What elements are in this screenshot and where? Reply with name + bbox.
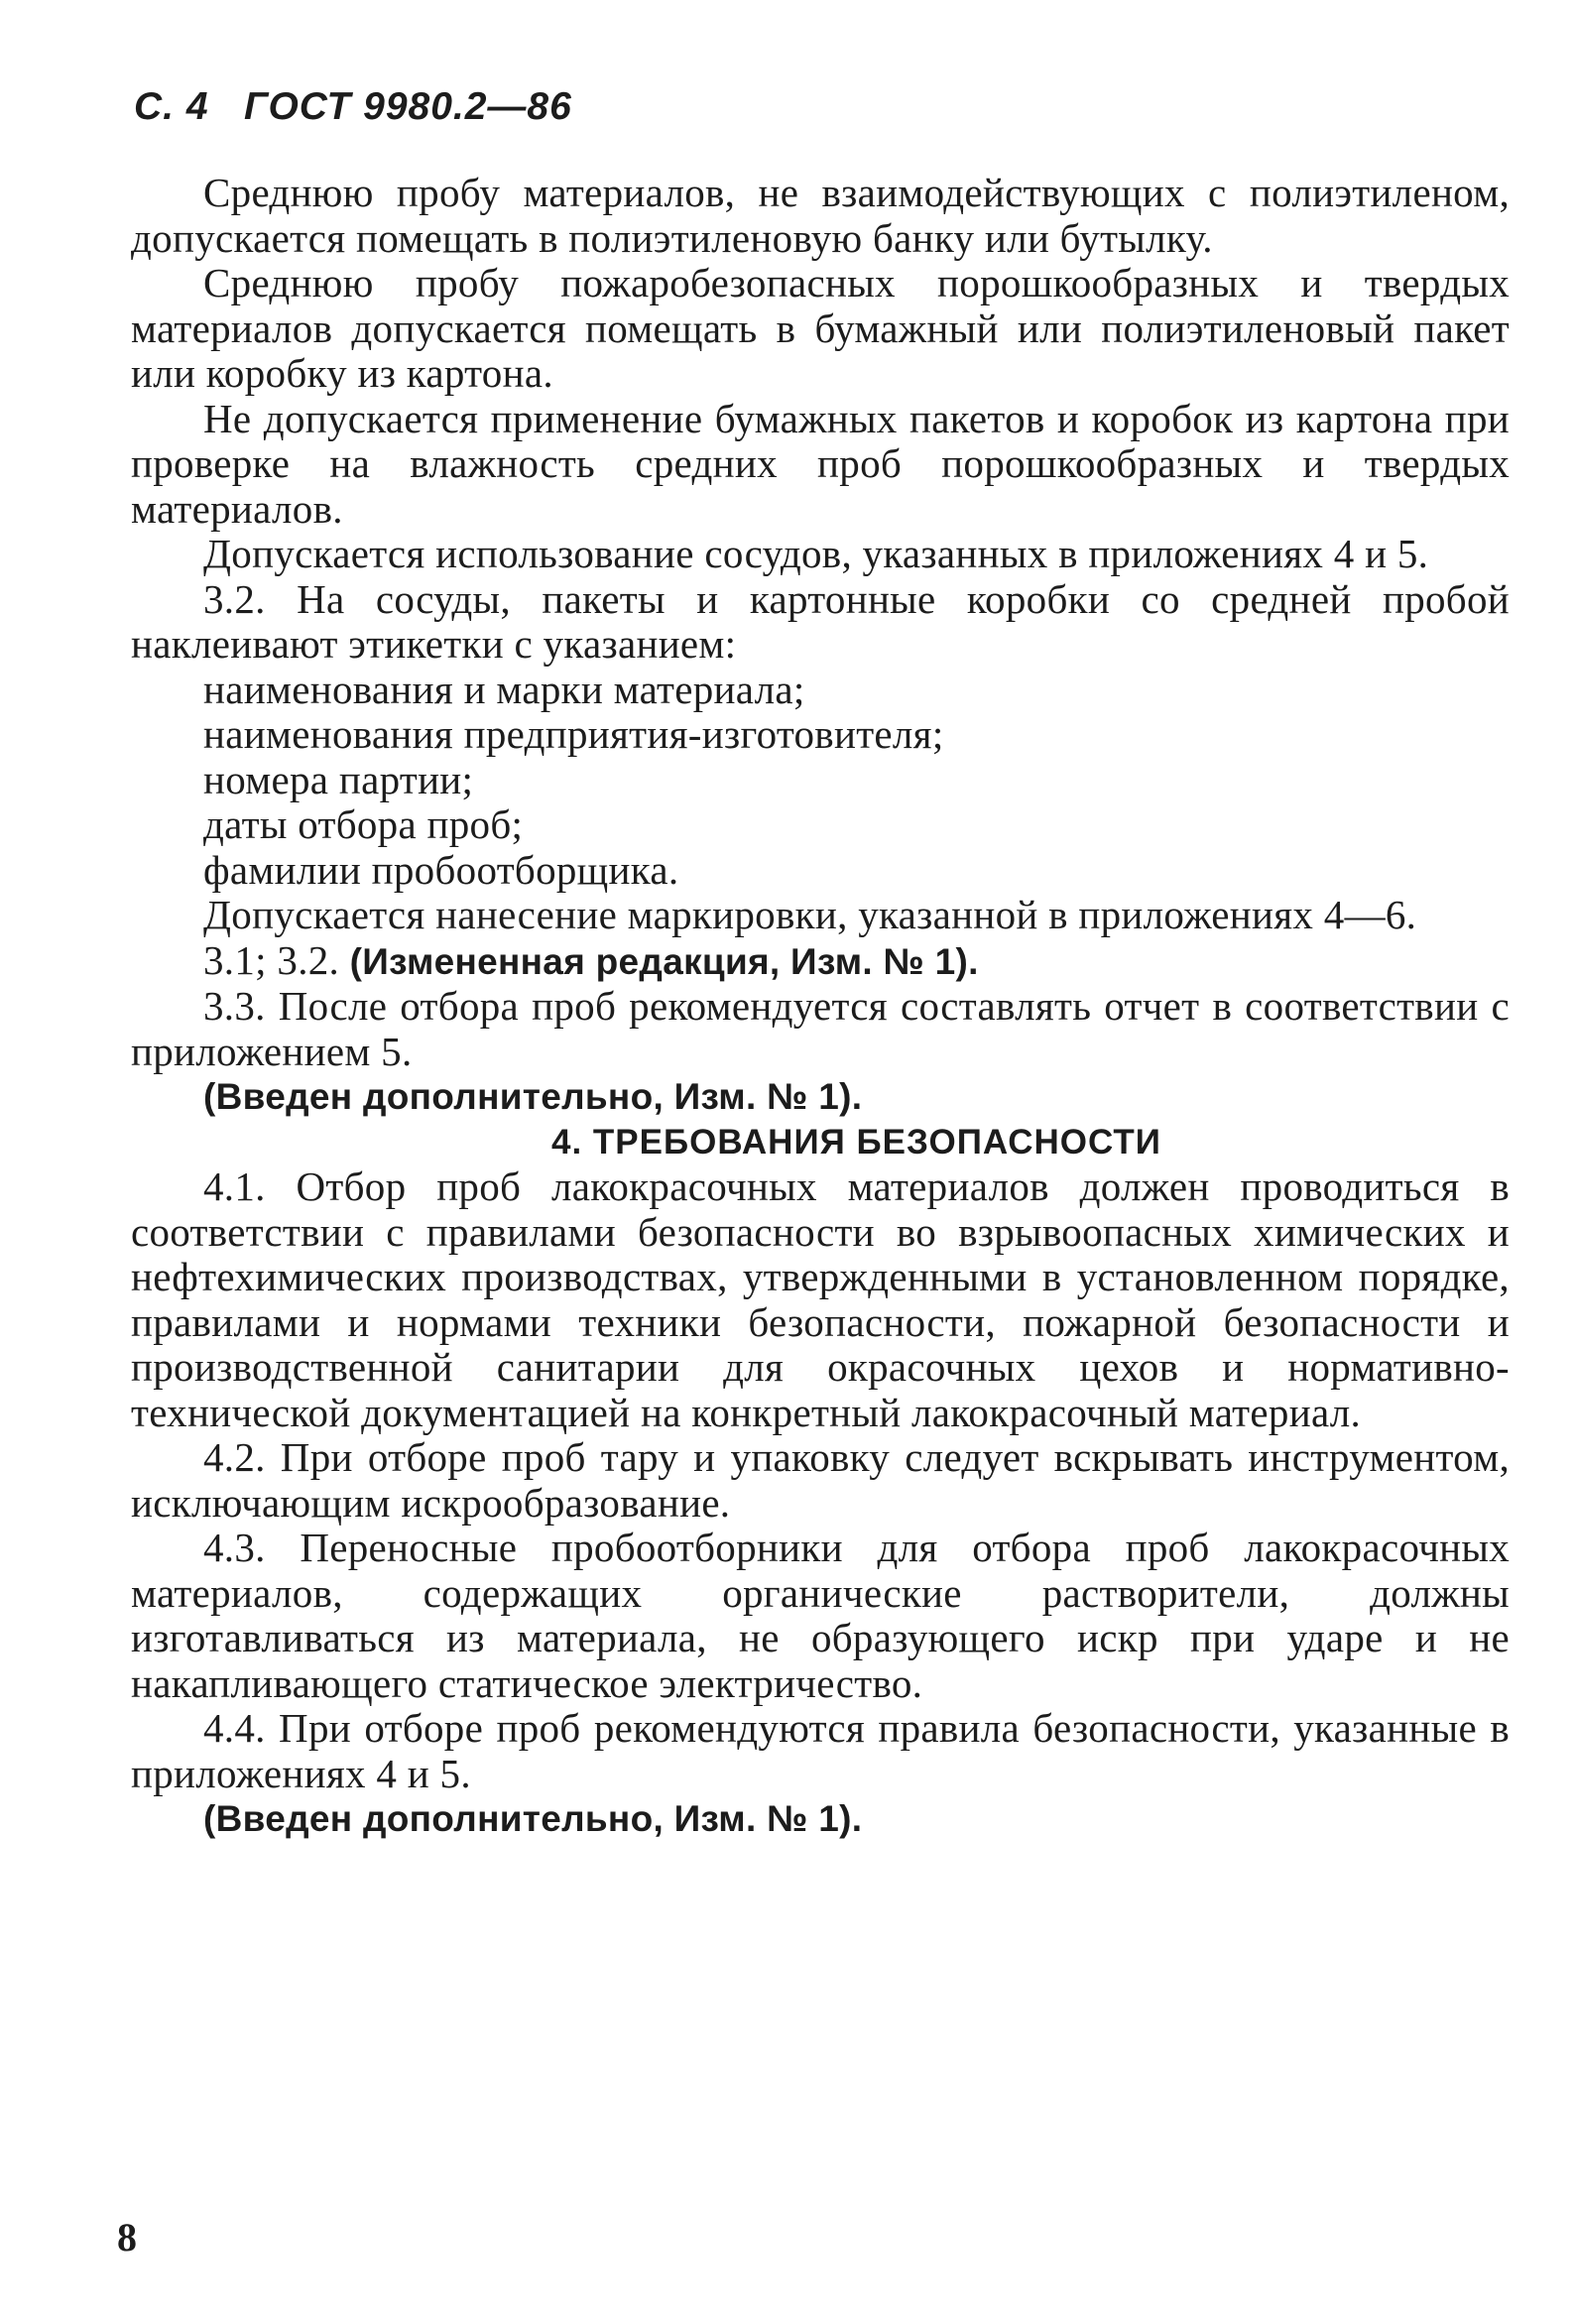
clause-4-2: 4.2. При отборе проб тару и упаковку следует вскрывать инструментом, исключающим искрообразование. bbox=[131, 1434, 1510, 1526]
clause-4-1: 4.1. Отбор проб лакокрасочных материалов должен проводиться в соответствии с правилами безопасности во взрывоопасных химических и нефтехимических производствах, утвержденными в установленном порядке, правилами и нормами техники безопасности, пожарной безопасности и производственной санитарии для окрасочных цехов и нормативно-технической документацией на конкретный лакокрасочный материал. bbox=[131, 1163, 1510, 1435]
paragraph: Не допускается применение бумажных пакетов и коробок из картона при проверке на влажность средних проб порошкообразных и твердых материалов. bbox=[131, 395, 1510, 532]
list-item: даты отбора проб; bbox=[203, 801, 524, 847]
amendment-note bbox=[131, 938, 1510, 985]
amendment-note: (Введен дополнительно, Изм. № 1). bbox=[203, 1076, 863, 1117]
clause-3-2: 3.2. На сосуды, пакеты и картонные коробки со средней пробой наклеивают этикетки с указанием: bbox=[131, 575, 1510, 667]
list-item: наименования и марки материала; bbox=[203, 666, 805, 712]
paragraph: Среднюю пробу пожаробезопасных порошкообразных и твердых материалов допускается помещать в бумажный или полиэтиленовый пакет или коробку из картона. bbox=[131, 260, 1510, 396]
document-body bbox=[131, 171, 1510, 1842]
clause-3-3: 3.3. После отбора проб рекомендуется составлять отчет в соответствии с приложением 5. bbox=[131, 983, 1510, 1074]
list-item: наименования предприятия-изготовителя; bbox=[203, 711, 944, 757]
paragraph: Допускается нанесение маркировки, указанной в приложениях 4—6. bbox=[203, 892, 1417, 937]
standard-number: ГОСТ 9980.2—86 bbox=[244, 85, 572, 128]
page-label: С. 4 bbox=[134, 85, 209, 128]
amendment-note: (Введен дополнительно, Изм. № 1). bbox=[203, 1798, 863, 1839]
section-heading: 4. ТРЕБОВАНИЯ БЕЗОПАСНОСТИ bbox=[551, 1122, 1161, 1162]
amendment-text: (Измененная редакция, Изм. № 1). bbox=[349, 940, 979, 982]
list-item: номера партии; bbox=[203, 756, 474, 802]
clause-4-4: 4.4. При отборе проб рекомендуются правила безопасности, указанные в приложениях 4 и 5. bbox=[131, 1705, 1510, 1796]
page-header bbox=[134, 85, 572, 129]
paragraph: Среднюю пробу материалов, не взаимодействующих с полиэтиленом, допускается помещать в полиэтиленовую банку или бутылку. bbox=[131, 170, 1510, 261]
page-number: 8 bbox=[117, 2215, 137, 2260]
paragraph: Допускается использование сосудов, указанных в приложениях 4 и 5. bbox=[203, 531, 1429, 576]
clause-4-3: 4.3. Переносные пробоотборники для отбора проб лакокрасочных материалов, содержащих органические растворители, должны изготавливаться из материала, не образующего искр при ударе и не накапливающего статическое электричество. bbox=[131, 1525, 1510, 1706]
clause-ref: 3.1; 3.2. bbox=[203, 936, 340, 983]
list-item: фамилии пробоотборщика. bbox=[203, 846, 679, 893]
